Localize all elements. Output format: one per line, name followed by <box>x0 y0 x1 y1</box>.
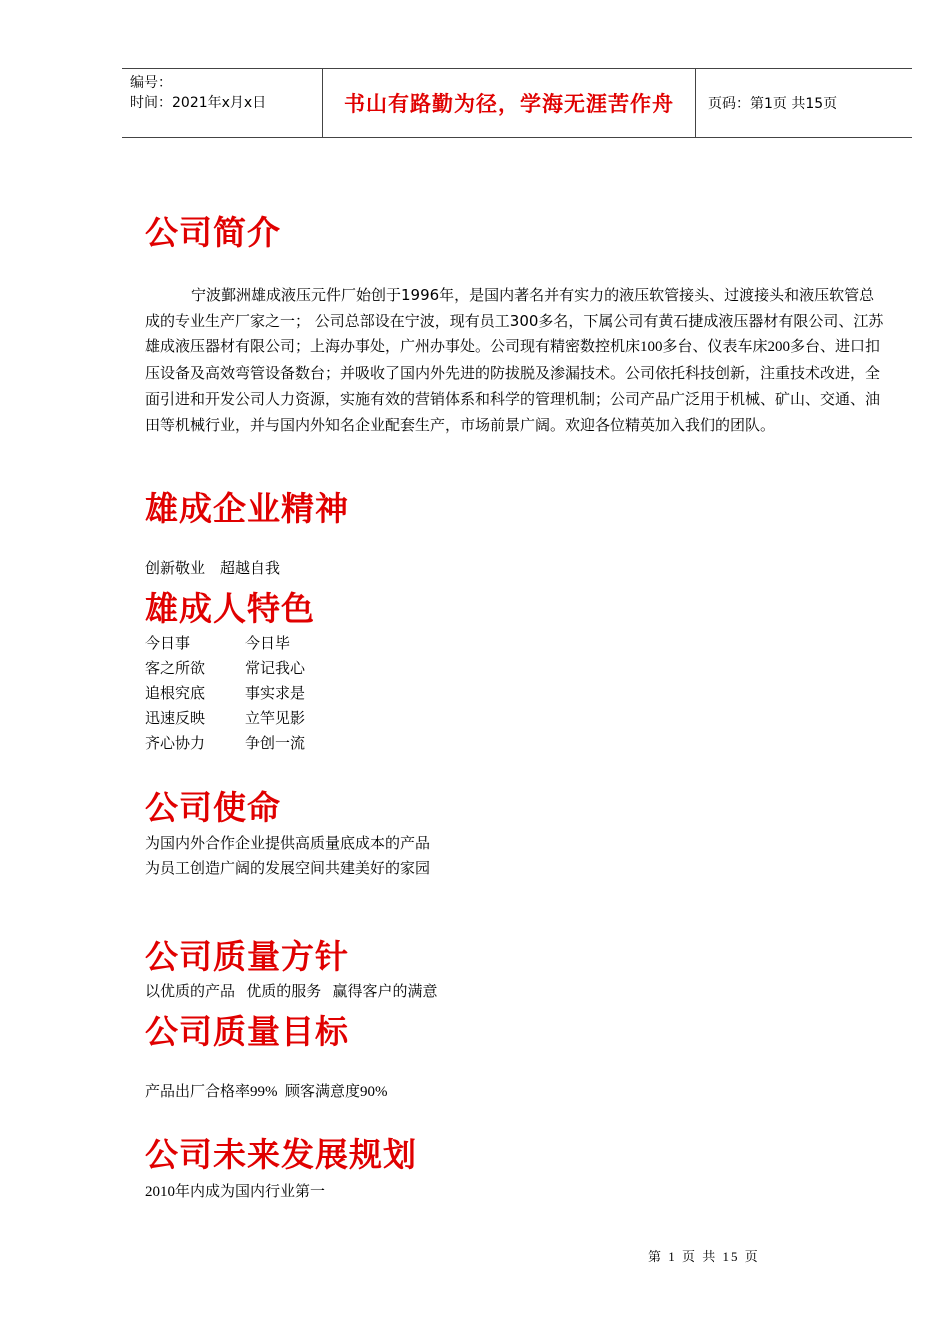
traits-list <box>145 632 885 757</box>
trait-row <box>145 732 885 757</box>
trait-left: 追根究底 <box>145 686 206 702</box>
quality-goal-body <box>145 1080 885 1105</box>
future-body <box>145 1180 885 1205</box>
trait-right: 争创一流 <box>245 736 306 752</box>
mission-section <box>145 788 885 828</box>
quality-goal-section <box>145 1012 885 1052</box>
quality-goal-title: 公司质量目标 <box>145 1012 349 1051</box>
header-motto: 书山有路勤为径，学海无涯苦作舟 <box>344 91 674 116</box>
trait-left: 客之所欲 <box>145 661 206 677</box>
quality-policy-section <box>145 937 885 977</box>
mission-title: 公司使命 <box>145 788 281 827</box>
document-header <box>122 68 912 138</box>
page-footer: 第 1 页 共 15 页 <box>648 1249 760 1264</box>
mission-line: 为国内外合作企业提供高质量底成本的产品 <box>145 834 431 852</box>
spirit-text: 创新敬业 超越自我 <box>145 561 281 577</box>
intro-section <box>145 213 885 253</box>
trait-left: 齐心协力 <box>145 736 206 752</box>
trait-right: 事实求是 <box>245 686 306 702</box>
future-title: 公司未来发展规划 <box>145 1135 417 1174</box>
intro-title: 公司简介 <box>145 213 281 252</box>
quality-goal-text: 产品出厂合格率99% 顾客满意度90% <box>145 1084 388 1100</box>
quality-policy-body <box>145 980 885 1005</box>
spirit-body <box>145 557 885 582</box>
intro-paragraph <box>145 283 885 438</box>
time-label: 时间：2021年x月x日 <box>130 95 267 111</box>
trait-left: 今日事 <box>145 636 191 652</box>
future-text: 2010年内成为国内行业第一 <box>145 1184 326 1200</box>
trait-row <box>145 707 885 732</box>
trait-row <box>145 682 885 707</box>
header-page-cell <box>696 69 912 137</box>
intro-body <box>145 283 885 438</box>
intro-text-c: 公司依托科技创新，注重技术改进，全面引进和开发公司人力资源，实施有效的营销体系和科学的管理机制；公司产品广泛用于机械、矿山、交通、油田等机械行业，并与国内外知名企业配套生产，市场前景广阔。欢迎各位精英加入我们的团队。 <box>145 363 881 434</box>
mission-body <box>145 831 885 881</box>
trait-row <box>145 657 885 682</box>
trait-left: 迅速反映 <box>145 711 206 727</box>
trait-right: 今日毕 <box>245 636 291 652</box>
header-motto-cell <box>323 69 696 137</box>
mission-line: 为员工创造广阔的发展空间共建美好的家园 <box>145 859 431 877</box>
spirit-title: 雄成企业精神 <box>145 489 349 528</box>
header-meta <box>122 69 323 137</box>
trait-row <box>145 632 885 657</box>
trait-right: 常记我心 <box>245 661 306 677</box>
quality-policy-text: 以优质的产品 优质的服务 赢得客户的满意 <box>145 984 438 1000</box>
quality-policy-title: 公司质量方针 <box>145 937 349 976</box>
header-page-info: 页码：第1页 共15页 <box>708 96 838 112</box>
traits-section <box>145 589 885 629</box>
number-label: 编号： <box>130 75 172 91</box>
trait-right: 立竿见影 <box>245 711 306 727</box>
intro-text-a: 宁波鄞洲雄成液压元件厂始创于1996年，是国内著名并有实力的液压软管接头、过渡接头和液压软管总成的专业生产厂家之一； 公司总部设在宁波，现有员工300多名，下属公司有黄石捷成液压器材有限公司、江苏雄成液压器材有限公司；上海办事处，广州办事处。 <box>145 286 884 355</box>
intro-text-b: 公司现有精密数控机床100多台、仪表车床200多台、进口扣压设备及高效弯管设备数台；并吸收了国内外先进的防拔脱及渗漏技术。 <box>145 339 881 382</box>
future-section <box>145 1135 885 1175</box>
spirit-section <box>145 489 885 529</box>
traits-title: 雄成人特色 <box>145 589 315 628</box>
